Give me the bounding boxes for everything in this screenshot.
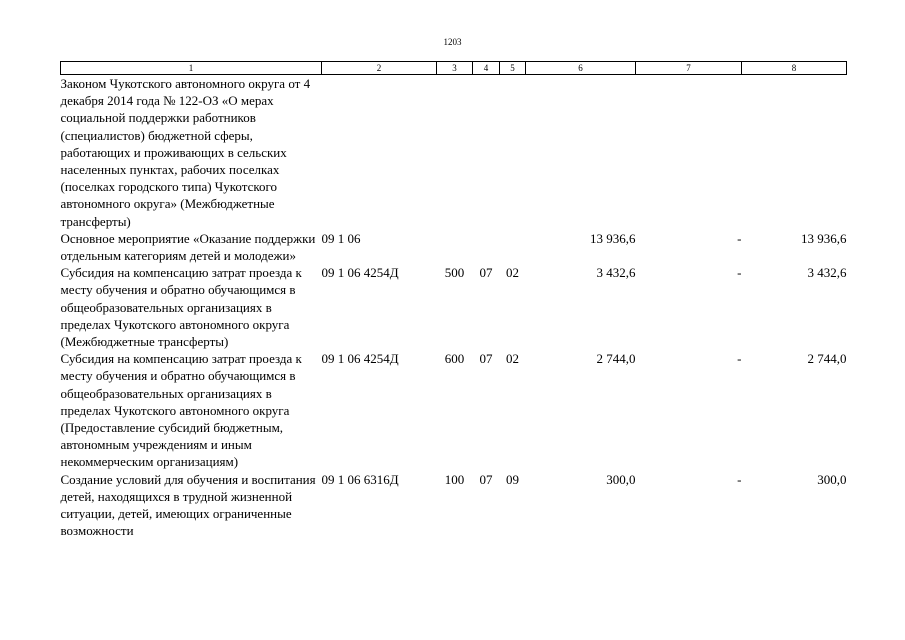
row-name: Создание условий для обучения и воспитания детей, находящихся в трудной жизненной ситуации, детей, имеющих ограниченные возможности xyxy=(60,471,316,539)
row-target-code: 09 1 06 xyxy=(321,230,361,246)
row-expense-type: 100 xyxy=(444,471,465,487)
column-header-2: 2 xyxy=(322,62,437,75)
row-amount: 300,0 xyxy=(606,471,636,487)
row-total: 2 744,0 xyxy=(807,351,847,367)
row-change: - xyxy=(737,230,742,246)
table-row xyxy=(61,471,847,540)
row-name: Основное мероприятие «Оказание поддержки отдельным категориям детей и молодежи» xyxy=(60,230,316,264)
row-section: 07 xyxy=(479,351,493,367)
table-row xyxy=(61,350,847,470)
row-expense-type xyxy=(437,75,473,230)
row-change xyxy=(636,75,742,230)
page-number: 1203 xyxy=(443,37,462,47)
row-section: 07 xyxy=(479,265,493,281)
column-header-5: 5 xyxy=(500,62,526,75)
column-header-4: 4 xyxy=(473,62,500,75)
column-header-1: 1 xyxy=(61,62,322,75)
row-total: 3 432,6 xyxy=(807,265,847,281)
row-name: Законом Чукотского автономного округа от 4 декабря 2014 года № 122-ОЗ «О мерах социальной поддержки работников (специалистов) бюджетной сферы, работающих и проживающих в сельских населенных пунктах, рабочих поселках (поселках городского типа) Чукотского автономного округа» (Межбюджетные трансферты) xyxy=(60,76,311,229)
row-total: 13 936,6 xyxy=(801,230,847,246)
table-row xyxy=(61,264,847,350)
row-target-code: 09 1 06 4254Д xyxy=(321,351,399,367)
row-change: - xyxy=(737,351,742,367)
row-amount: 3 432,6 xyxy=(596,265,636,281)
row-change: - xyxy=(737,471,742,487)
row-expense-type xyxy=(437,230,473,264)
row-target-code: 09 1 06 6316Д xyxy=(321,471,399,487)
row-amount: 2 744,0 xyxy=(596,351,636,367)
column-header-3: 3 xyxy=(437,62,473,75)
column-number-row xyxy=(61,62,847,75)
table-row xyxy=(61,75,847,230)
row-subsection xyxy=(500,75,526,230)
row-amount xyxy=(526,75,636,230)
column-header-6: 6 xyxy=(526,62,636,75)
row-amount: 13 936,6 xyxy=(590,230,636,246)
row-subsection xyxy=(500,230,526,264)
row-section xyxy=(473,230,500,264)
table-row xyxy=(61,230,847,264)
column-header-7: 7 xyxy=(636,62,742,75)
budget-table xyxy=(60,61,847,539)
row-target-code xyxy=(322,75,437,230)
row-expense-type: 500 xyxy=(444,265,465,281)
row-total xyxy=(742,75,847,230)
row-section: 07 xyxy=(479,471,493,487)
row-expense-type: 600 xyxy=(444,351,465,367)
row-subsection: 09 xyxy=(506,471,519,487)
row-subsection: 02 xyxy=(506,265,519,281)
row-name: Субсидия на компенсацию затрат проезда к месту обучения и обратно обучающимся в общеобразовательных организациях в пределах Чукотского автономного округа (Предоставление субсидий бюджетным, автономным учреждениям и иным некоммерческим организациям) xyxy=(60,351,302,470)
row-change: - xyxy=(737,265,742,281)
row-target-code: 09 1 06 4254Д xyxy=(321,265,399,281)
column-header-8: 8 xyxy=(742,62,847,75)
row-name: Субсидия на компенсацию затрат проезда к месту обучения и обратно обучающимся в общеобразовательных организациях в пределах Чукотского автономного округа (Межбюджетные трансферты) xyxy=(60,265,302,350)
row-total: 300,0 xyxy=(817,471,847,487)
row-subsection: 02 xyxy=(506,351,519,367)
row-section xyxy=(473,75,500,230)
